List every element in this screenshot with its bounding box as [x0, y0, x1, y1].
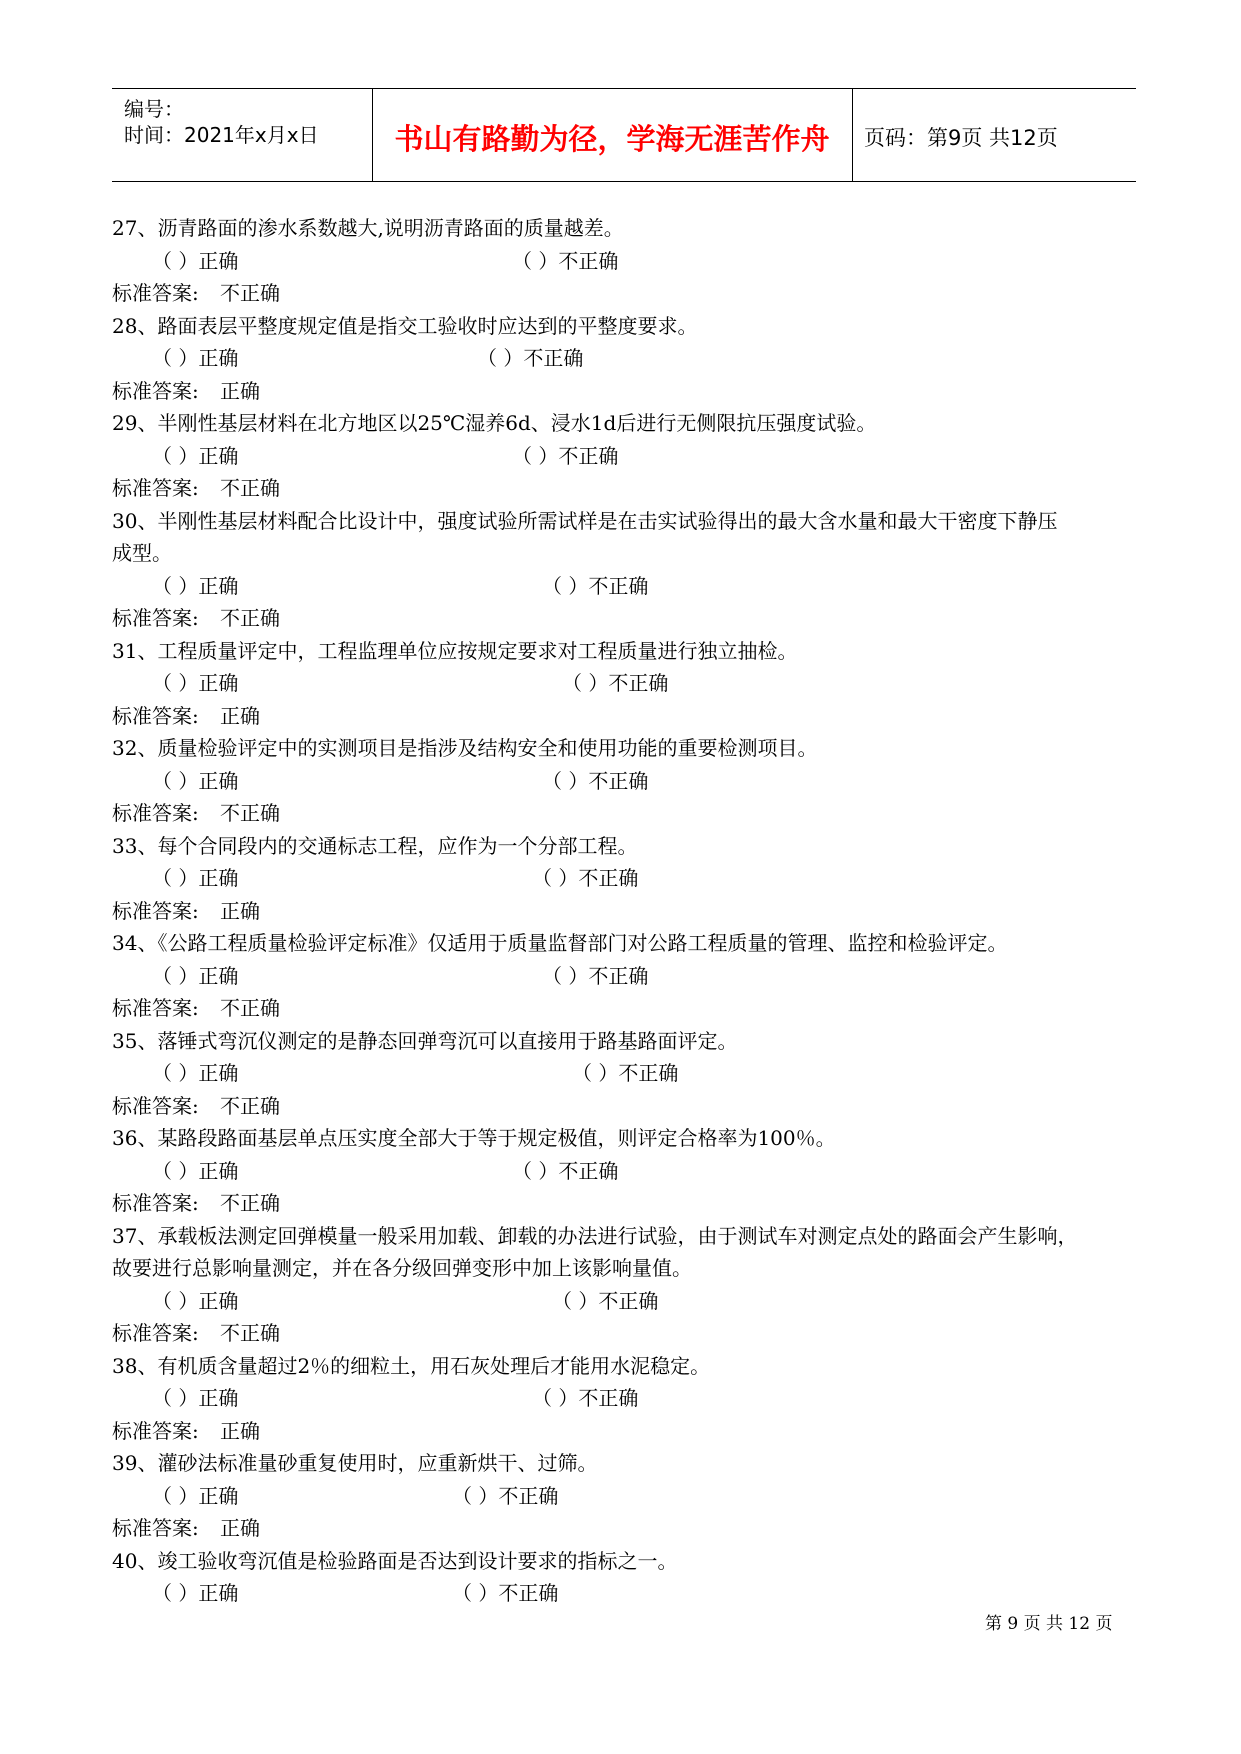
answer-label: 标准答案: — [112, 1093, 199, 1118]
option-incorrect: （ ）不正确 — [512, 1158, 619, 1183]
option-incorrect: （ ）不正确 — [542, 573, 649, 598]
question-text: 37、承载板法测定回弹模量一般采用加载、卸载的办法进行试验，由于测试车对测定点处的路面会产生影响， — [112, 1223, 1078, 1248]
option-incorrect: （ ）不正确 — [452, 1483, 559, 1508]
option-correct: （ ）正确 — [152, 963, 239, 988]
page-header — [112, 88, 1136, 182]
question-text-continued: 故要进行总影响量测定，并在各分级回弹变形中加上该影响量值。 — [112, 1256, 692, 1280]
option-incorrect: （ ）不正确 — [552, 1288, 659, 1313]
option-correct: （ ）正确 — [152, 1288, 239, 1313]
page-footer: 第 9 页 共 12 页 — [985, 1614, 1113, 1634]
option-correct: （ ）正确 — [152, 671, 239, 695]
answer-value: 不正确 — [220, 996, 280, 1020]
answer-label: 标准答案: — [112, 703, 199, 728]
option-incorrect: （ ）不正确 — [572, 1061, 679, 1085]
question-text: 33、每个合同段内的交通标志工程，应作为一个分部工程。 — [112, 833, 638, 858]
option-correct: （ ）正确 — [152, 443, 239, 468]
answer-label: 标准答案: — [112, 898, 199, 923]
number-label: 编号： — [124, 97, 184, 121]
answer-value: 正确 — [220, 1418, 260, 1443]
option-correct: （ ）正确 — [152, 768, 239, 793]
question-text: 35、落锤式弯沉仪测定的是静态回弹弯沉可以直接用于路基路面评定。 — [112, 1028, 738, 1053]
question-text: 30、半刚性基层材料配合比设计中，强度试验所需试样是在击实试验得出的最大含水量和最大干密度下静压 — [112, 508, 1058, 533]
answer-label: 标准答案: — [112, 996, 199, 1020]
option-incorrect: （ ）不正确 — [477, 346, 584, 370]
answer-label: 标准答案: — [112, 476, 199, 500]
answer-label: 标准答案: — [112, 606, 199, 630]
header-right-cell — [852, 89, 1136, 181]
answer-value: 不正确 — [220, 801, 280, 825]
motto: 书山有路勤为径，学海无涯苦作舟 — [394, 122, 830, 156]
answer-label: 标准答案: — [112, 281, 199, 305]
question-text: 38、有机质含量超过2％的细粒土，用石灰处理后才能用水泥稳定。 — [112, 1353, 711, 1378]
question-text: 27、沥青路面的渗水系数越大,说明沥青路面的质量越差。 — [112, 216, 624, 240]
option-incorrect: （ ）不正确 — [452, 1581, 559, 1605]
option-correct: （ ）正确 — [152, 573, 239, 598]
option-incorrect: （ ）不正确 — [512, 248, 619, 273]
answer-value: 不正确 — [220, 281, 280, 305]
option-correct: （ ）正确 — [152, 1581, 239, 1605]
answer-value: 不正确 — [220, 1321, 280, 1345]
answer-label: 标准答案: — [112, 1191, 199, 1215]
question-text: 34、《公路工程质量检验评定标准》仅适用于质量监督部门对公路工程质量的管理、监控和检验评定。 — [112, 931, 1008, 955]
answer-label: 标准答案: — [112, 801, 199, 825]
option-correct: （ ）正确 — [152, 1158, 239, 1183]
option-incorrect: （ ）不正确 — [542, 963, 649, 988]
question-text: 31、工程质量评定中，工程监理单位应按规定要求对工程质量进行独立抽检。 — [112, 638, 798, 663]
question-text: 36、某路段路面基层单点压实度全部大于等于规定极值，则评定合格率为100％。 — [112, 1126, 836, 1150]
answer-value: 不正确 — [220, 1093, 280, 1118]
answer-label: 标准答案: — [112, 1516, 199, 1540]
question-text: 39、灌砂法标准量砂重复使用时，应重新烘干、过筛。 — [112, 1451, 598, 1475]
option-correct: （ ）正确 — [152, 866, 239, 890]
answer-value: 不正确 — [220, 606, 280, 630]
answer-value: 正确 — [220, 1516, 260, 1540]
answer-value: 正确 — [220, 898, 260, 923]
question-text: 28、路面表层平整度规定值是指交工验收时应达到的平整度要求。 — [112, 313, 698, 338]
question-text: 40、竣工验收弯沉值是检验路面是否达到设计要求的指标之一。 — [112, 1548, 678, 1573]
option-correct: （ ）正确 — [152, 1483, 239, 1508]
option-incorrect: （ ）不正确 — [512, 443, 619, 468]
page-info: 页码：第9页 共12页 — [864, 126, 1058, 150]
answer-label: 标准答案: — [112, 1321, 199, 1345]
answer-label: 标准答案: — [112, 378, 199, 403]
option-correct: （ ）正确 — [152, 1061, 239, 1085]
question-text: 32、质量检验评定中的实测项目是指涉及结构安全和使用功能的重要检测项目。 — [112, 736, 818, 760]
answer-value: 不正确 — [220, 476, 280, 500]
option-correct: （ ）正确 — [152, 248, 239, 273]
answer-label: 标准答案: — [112, 1418, 199, 1443]
option-incorrect: （ ）不正确 — [562, 671, 669, 695]
answer-value: 正确 — [220, 378, 260, 403]
question-text-continued: 成型。 — [112, 541, 172, 565]
time-label: 时间：2021年x月x日 — [124, 123, 319, 147]
option-incorrect: （ ）不正确 — [532, 1386, 639, 1410]
option-incorrect: （ ）不正确 — [542, 768, 649, 793]
header-left-cell — [112, 89, 373, 181]
option-incorrect: （ ）不正确 — [532, 866, 639, 890]
answer-value: 不正确 — [220, 1191, 280, 1215]
option-correct: （ ）正确 — [152, 1386, 239, 1410]
header-motto-cell — [372, 89, 853, 181]
option-correct: （ ）正确 — [152, 346, 239, 370]
answer-value: 正确 — [220, 703, 260, 728]
question-text: 29、半刚性基层材料在北方地区以25℃湿养6d、浸水1d后进行无侧限抗压强度试验。 — [112, 411, 877, 435]
